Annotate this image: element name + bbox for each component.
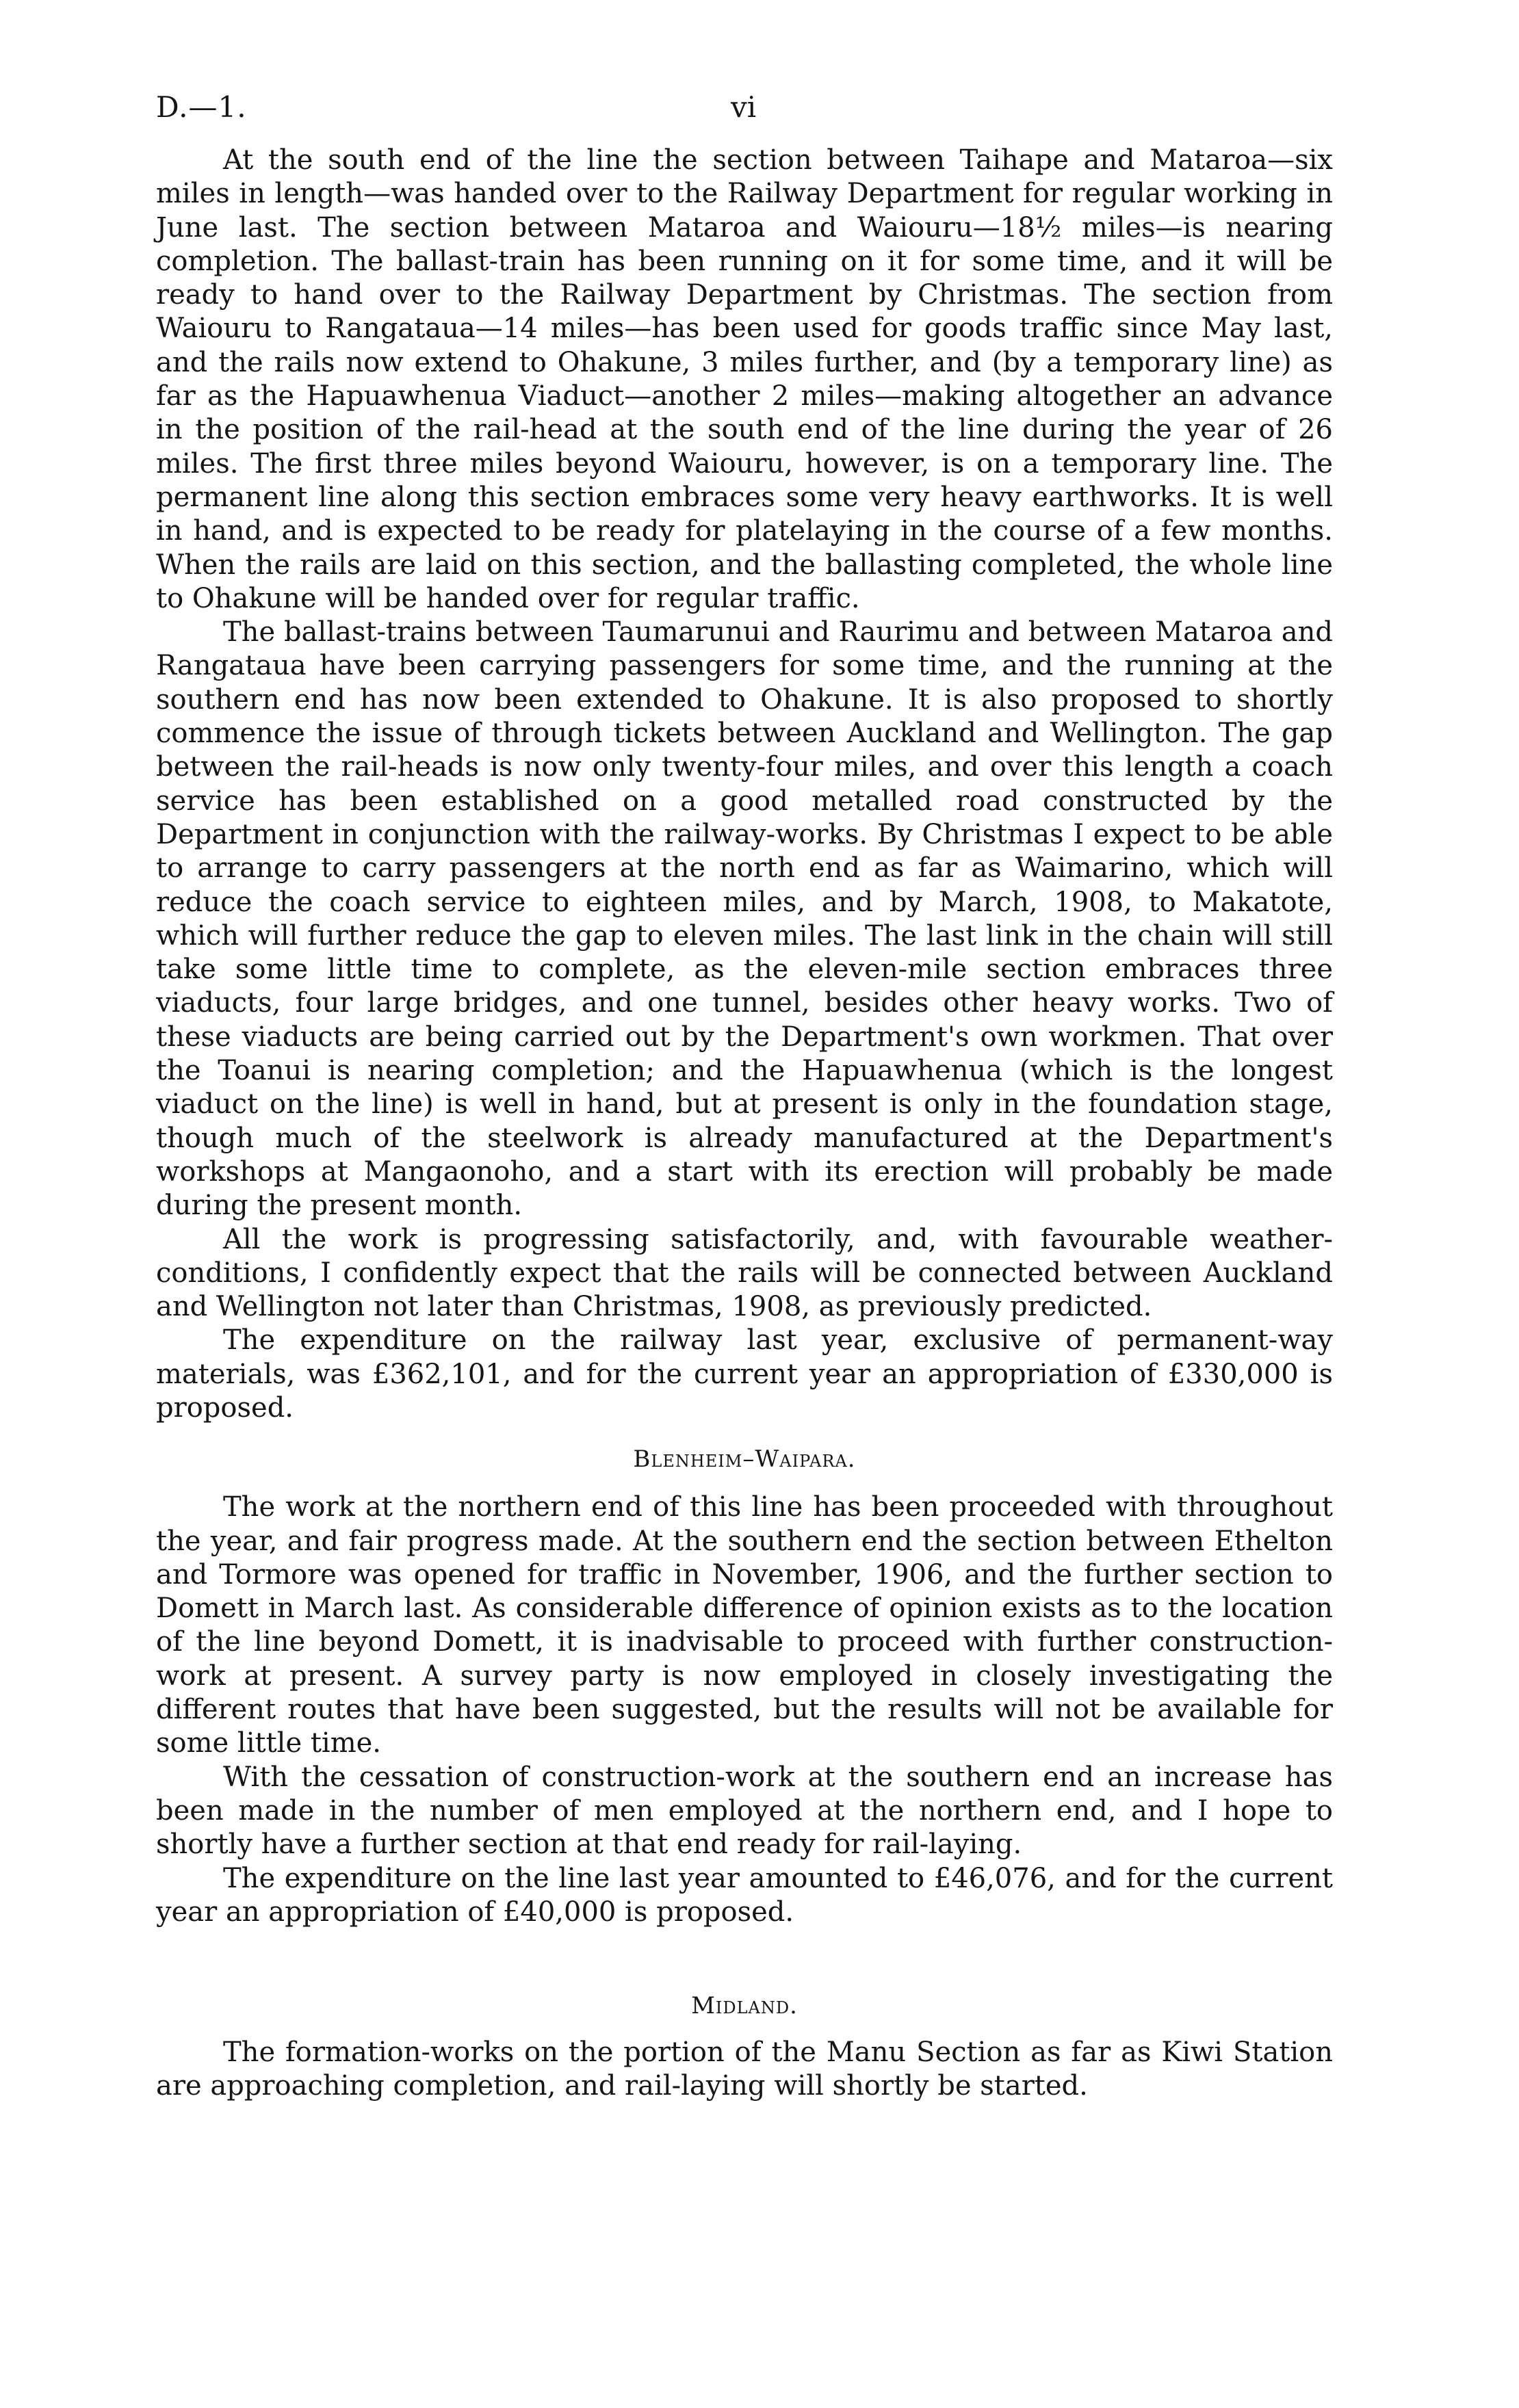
body-text: [156, 144, 1333, 2104]
paragraph: The ballast-trains between Taumarunui and Raurimu and between Mataroa and Rangataua have been carrying passengers for some time, and the running at the southern end has now been extended to Ohakune. It is also proposed to shortly commence the issue of through tickets between Auckland and Wellington. The gap between the rail-heads is now only twenty-four miles, and over this length a coach service has been established on a good metalled road constructed by the Department in conjunction with the railway-works. By Christmas I expect to be able to arrange to carry passengers at the north end as far as Waimarino, which will reduce the coach service to eighteen miles, and by March, 1908, to Makatote, which will further reduce the gap to eleven miles. The last link in the chain will still take some little time to complete, as the eleven-mile section embraces three viaducts, four large bridges, and one tunnel, besides other heavy works. Two of these viaducts are being carried out by the Department's own workmen. That over the Toanui is nearing completion; and the Hapuawhenua (which is the longest viaduct on the line) is well in hand, but at present is only in the foundation stage, though much of the steelwork is already manufactured at the Department's workshops at Mangaonoho, and a start with its erection will probably be made during the present month.: [156, 616, 1333, 1222]
paragraph: All the work is progressing satisfactorily, and, with favourable weather-conditions, I confidently expect that the rails will be connected between Auckland and Wellington not later than Christmas, 1908, as previously predicted.: [156, 1223, 1333, 1323]
section-heading-midland: Midland.: [691, 1992, 798, 2020]
paragraph: The expenditure on the line last year amounted to £46,076, and for the current year an appropriation of £40,000 is proposed.: [156, 1862, 1333, 1928]
paragraph: The formation-works on the portion of the Manu Section as far as Kiwi Station are approaching completion, and rail-laying will shortly be started.: [156, 2037, 1333, 2102]
paragraph: With the cessation of construction-work at the southern end an increase has been made in the number of men employed at the northern end, and I hope to shortly have a further section at that end ready for rail-laying.: [156, 1761, 1333, 1861]
paragraph: The work at the northern end of this line has been proceeded with throughout the year, and fair progress made. At the southern end the section between Ethelton and Tormore was opened for traffic in November, 1906, and the further section to Domett in March last. As considerable difference of opinion exists as to the location of the line beyond Domett, it is inadvisable to proceed with further construction-work at present. A survey party is now employed in closely investigating the different routes that have been suggested, but the results will not be available for some little time.: [156, 1491, 1333, 1759]
section-heading-blenheim-waipara: Blenheim–Waipara.: [633, 1445, 856, 1474]
document-reference: D.—1.: [156, 90, 247, 124]
page-number: vi: [731, 90, 757, 124]
paragraph: The expenditure on the railway last year, exclusive of permanent-way materials, was £362,101, and for the current year an appropriation of £330,000 is proposed.: [156, 1324, 1333, 1424]
paragraph: At the south end of the line the section between Taihape and Mataroa—six miles in length—was handed over to the Railway Department for regular working in June last. The section between Mataroa and Waiouru—18½ miles—is nearing completion. The ballast-train has been running on it for some time, and it will be ready to hand over to the Railway Department by Christmas. The section from Waiouru to Rangataua—14 miles—has been used for goods traffic since May last, and the rails now extend to Ohakune, 3 miles further, and (by a temporary line) as far as the Hapuawhenua Viaduct—another 2 miles—making altogether an advance in the position of the rail-head at the south end of the line during the year of 26 miles. The first three miles beyond Waiouru, however, is on a temporary line. The permanent line along this section embraces some very heavy earthworks. It is well in hand, and is expected to be ready for platelaying in the course of a few months. When the rails are laid on this section, and the ballasting completed, the whole line to Ohakune will be handed over for regular traffic.: [156, 144, 1333, 614]
